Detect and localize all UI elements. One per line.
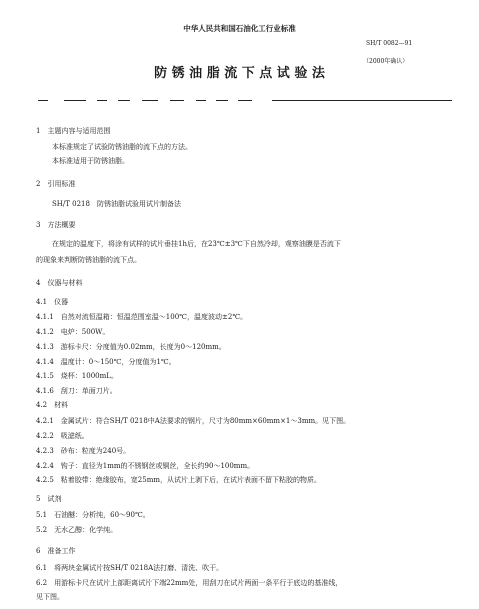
standard-code: SH/T 0082—91 [366, 40, 413, 47]
list-item: 4.1.1 自然对流恒温箱：恒温范围室温～100℃，温度波动±2℃。 [36, 313, 248, 321]
list-item: 4.2.1 金属试片：符合SH/T 0218中A法要求的钢片，尺寸为80mm×60mm×1～3mm。见下图。 [36, 417, 351, 425]
section-heading: 1 主题内容与适用范围 [36, 127, 111, 135]
subsection-heading: 4.2 材料 [36, 401, 69, 409]
list-item: 6.1 将两块金属试片按SH/T 0218A法打磨、清洗、吹干。 [36, 564, 224, 572]
rule-dash [64, 100, 86, 101]
section-heading: 3 方法概要 [36, 221, 76, 229]
rule-dash [97, 100, 107, 101]
confirm-year: （2000年确认） [363, 58, 409, 65]
section-heading: 5 试剂 [36, 495, 62, 503]
rule-dash [170, 100, 184, 101]
list-item: 4.1.5 烧杯：1000mL。 [36, 372, 118, 380]
paragraph: 的现象来判断防锈油脂的流下点。 [36, 256, 141, 264]
standard-org-title: 中华人民共和国石油化工行业标准 [183, 24, 296, 33]
list-item: 4.1.3 游标卡尺：分度值为0.02mm，长度为0～120mm。 [36, 343, 226, 351]
section-heading: 4 仪器与材料 [36, 279, 83, 287]
paragraph: SH/T 0218 防锈油脂试验用试片制备法 [52, 200, 181, 208]
list-item: 4.1.2 电炉：500W。 [36, 328, 110, 336]
list-item: 4.1.4 温度计：0～150℃，分度值为1℃。 [36, 358, 176, 366]
rule-dash [216, 100, 228, 101]
paragraph: 本标准适用于防锈油脂。 [52, 157, 129, 165]
list-item: 见下图。 [36, 593, 64, 601]
paragraph: 在规定的温度下，将涂有试样的试片垂挂1h后，在23℃±3℃下自然冷却，观察油膜是否流下 [52, 240, 341, 248]
section-heading: 6 准备工作 [36, 547, 76, 555]
rule-dash [142, 100, 158, 101]
list-item: 4.2.2 吸滤纸。 [36, 432, 89, 440]
rule-dash [196, 100, 206, 101]
rule-dash [38, 100, 48, 101]
list-item: 5.1 石油醚：分析纯，60～90℃。 [36, 511, 150, 519]
list-item: 4.2.5 粘着胶带：绝缘胶布，宽25mm，从试片上剥下后，在试片表面不留下粘胶的物质。 [36, 476, 321, 484]
list-item: 4.2.3 砂布：粒度为240号。 [36, 447, 131, 455]
document-title: 防 锈 油 脂 流 下 点 试 验 法 [154, 66, 325, 81]
subsection-heading: 4.1 仪器 [36, 298, 69, 306]
rule-dash [118, 100, 130, 101]
list-item: 5.2 无水乙醇：化学纯。 [36, 526, 118, 534]
section-heading: 2 引用标准 [36, 180, 76, 188]
list-item: 6.2 用游标卡尺在试片上部距离试片下端22mm处，用刮刀在试片两面一条平行于底边的基准线， [36, 579, 343, 587]
rule-solid [272, 100, 452, 101]
paragraph: 本标准规定了试验防锈油脂的流下点的方法。 [52, 143, 192, 151]
list-item: 4.1.6 刮刀：单面刀片。 [36, 387, 117, 395]
rule-dash [238, 100, 252, 101]
list-item: 4.2.4 钩子：直径为1mm的不锈钢丝或铜丝，全长约90～100mm。 [36, 462, 255, 470]
